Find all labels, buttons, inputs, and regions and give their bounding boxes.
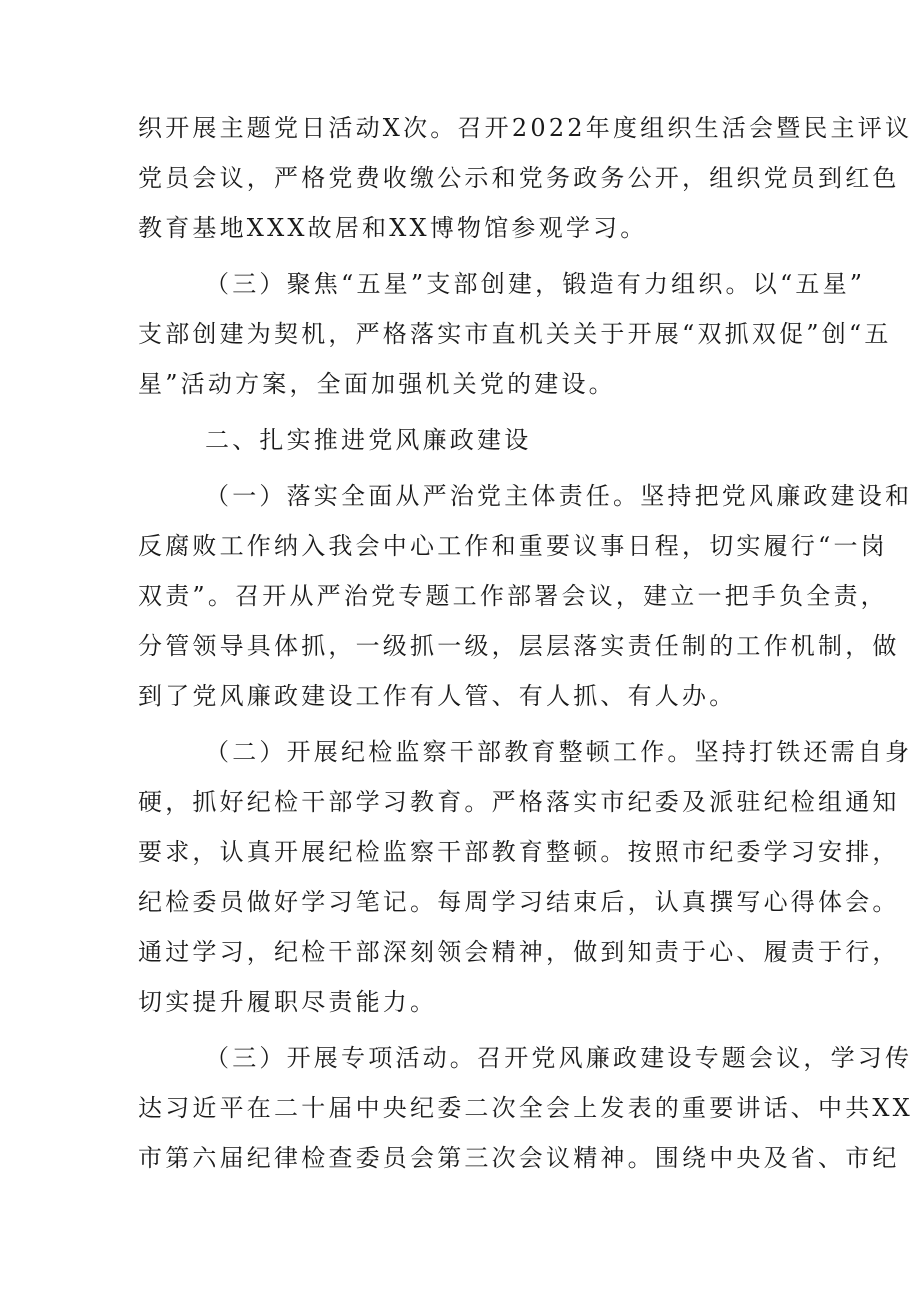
body-text-line: 反腐败工作纳入我会中心工作和重要议事日程，切实履行“一岗 bbox=[138, 532, 888, 560]
body-text-line: 达习近平在二十届中央纪委二次全会上发表的重要讲话、中共XX bbox=[138, 1094, 913, 1122]
body-text-line: 纪检委员做好学习笔记。每周学习结束后，认真撰写心得体会。 bbox=[138, 888, 900, 916]
body-text-line: 双责”。召开从严治党专题工作部署会议，建立一把手负全责， bbox=[138, 582, 888, 610]
body-text-line: 通过学习，纪检干部深刻领会精神，做到知责于心、履责于行， bbox=[138, 938, 900, 966]
body-text-line: 市第六届纪律检查委员会第三次会议精神。围绕中央及省、市纪 bbox=[138, 1144, 900, 1172]
body-text-line: 织开展主题党日活动X次。召开2022年度组织生活会暨民主评议 bbox=[138, 114, 913, 142]
paragraph-heading: （二）开展纪检监察干部教育整顿工作。坚持打铁还需自身 bbox=[205, 738, 913, 766]
paragraph-heading: （一）落实全面从严治党主体责任。坚持把党风廉政建设和 bbox=[205, 482, 913, 510]
paragraph-heading: （三）聚焦“五星”支部创建，锻造有力组织。以“五星” bbox=[205, 270, 866, 298]
paragraph-heading: （三）开展专项活动。召开党风廉政建设专题会议，学习传 bbox=[205, 1044, 913, 1072]
body-text-line: 星”活动方案，全面加强机关党的建设。 bbox=[138, 370, 616, 398]
body-text-line: 党员会议，严格党费收缴公示和党务政务公开，组织党员到红色 bbox=[138, 164, 900, 192]
body-text-line: 切实提升履职尽责能力。 bbox=[138, 988, 438, 1016]
body-text-line: 要求，认真开展纪检监察干部教育整顿。按照市纪委学习安排， bbox=[138, 838, 900, 866]
body-text-line: 教育基地XXX故居和XX博物馆参观学习。 bbox=[138, 214, 648, 242]
body-text-line: 到了党风廉政建设工作有人管、有人抓、有人办。 bbox=[138, 682, 737, 710]
body-text-line: 支部创建为契机，严格落实市直机关关于开展“双抓双促”创“五 bbox=[138, 320, 892, 348]
body-text-line: 硬，抓好纪检干部学习教育。严格落实市纪委及派驻纪检组通知 bbox=[138, 788, 900, 816]
section-heading: 二、扎实推进党风廉政建设 bbox=[205, 426, 532, 454]
body-text-line: 分管领导具体抓，一级抓一级，层层落实责任制的工作机制，做 bbox=[138, 632, 900, 660]
